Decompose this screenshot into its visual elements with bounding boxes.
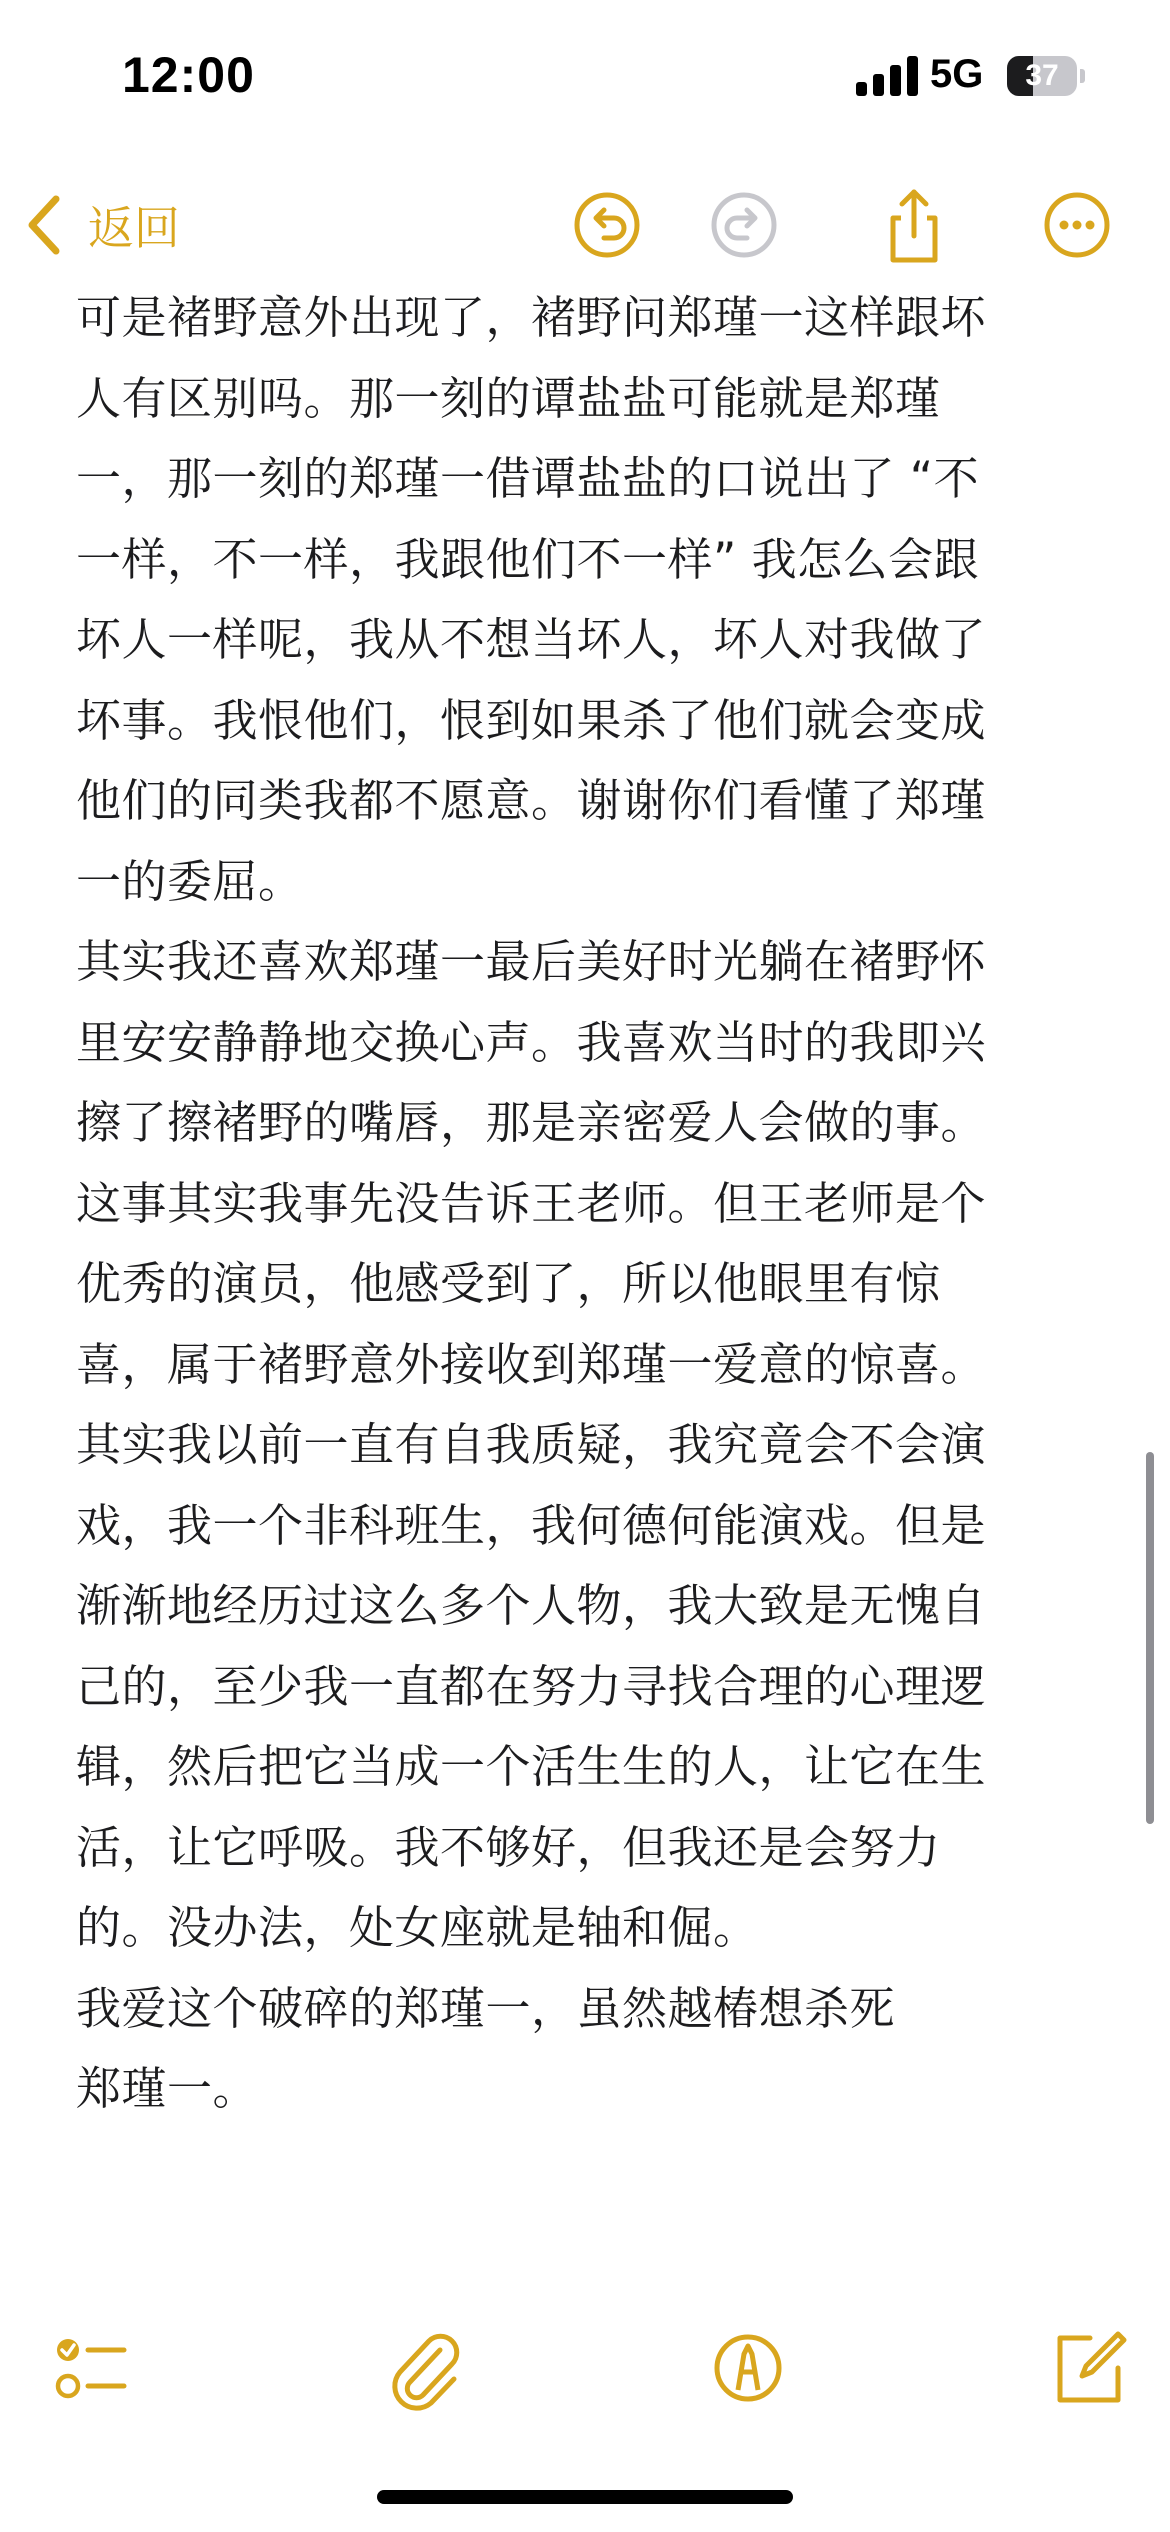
compose-button[interactable] bbox=[1038, 2320, 1134, 2416]
note-text-line: 这事其实我事先没告诉王老师。但王老师是个 bbox=[76, 1176, 987, 1230]
more-icon bbox=[1032, 180, 1122, 270]
battery-level: 37 bbox=[1025, 59, 1059, 92]
chevron-left-icon bbox=[22, 193, 66, 257]
note-text-line: 优秀的演员，他感受到了，所以他眼里有惊 bbox=[76, 1257, 941, 1310]
note-text-line: 其实我以前一直有自我质疑，我究竟会不会演 bbox=[76, 1418, 987, 1471]
paperclip-icon bbox=[376, 2320, 472, 2416]
note-text-line: 郑瑾一。 bbox=[76, 2062, 259, 2115]
compose-icon bbox=[1038, 2320, 1134, 2416]
status-time: 12:00 bbox=[122, 47, 255, 103]
note-text-line: 我爱这个破碎的郑瑾一，虽然越椿想杀死 bbox=[76, 1981, 896, 2035]
back-label: 返回 bbox=[88, 201, 180, 255]
note-text-line: 辑，然后把它当成一个活生生的人，让它在生 bbox=[76, 1740, 987, 1793]
note-text-line: 喜，属于褚野意外接收到郑瑾一爱意的惊喜。 bbox=[76, 1337, 987, 1391]
redo-button[interactable] bbox=[699, 180, 789, 270]
note-text-line: 坏人一样呢，我从不想当坏人，坏人对我做了 bbox=[76, 613, 987, 666]
network-type-label: 5G bbox=[930, 52, 984, 96]
note-text-line: 渐渐地经历过这么多个人物，我大致是无愧自 bbox=[76, 1579, 987, 1632]
checklist-button[interactable] bbox=[40, 2320, 136, 2416]
note-text-line: 一的委屈。 bbox=[76, 854, 304, 908]
undo-icon bbox=[562, 180, 652, 270]
bottom-toolbar bbox=[0, 2300, 1170, 2440]
battery-icon bbox=[1007, 56, 1085, 96]
markup-pen-icon bbox=[700, 2320, 796, 2416]
note-text-line: 里安安静静地交换心声。我喜欢当时的我即兴 bbox=[76, 1015, 987, 1069]
note-text-line: 戏，我一个非科班生，我何德何能演戏。但是 bbox=[76, 1498, 987, 1552]
home-indicator[interactable] bbox=[377, 2490, 793, 2504]
battery-body bbox=[1007, 56, 1077, 96]
notes-nav-bar bbox=[0, 160, 1170, 290]
note-body[interactable] bbox=[76, 278, 1096, 2130]
redo-icon bbox=[699, 180, 789, 270]
undo-button[interactable] bbox=[562, 180, 652, 270]
note-text-line: 人有区别吗。那一刻的谭盐盐可能就是郑瑾 bbox=[76, 371, 941, 425]
battery-cap bbox=[1080, 69, 1085, 83]
note-text-line: 己的，至少我一直都在努力寻找合理的心理逻 bbox=[76, 1659, 987, 1713]
note-text-line: 的。没办法，处女座就是轴和倔。 bbox=[76, 1901, 759, 1954]
note-text-line: 可是褚野意外出现了，褚野问郑瑾一这样跟坏 bbox=[76, 291, 987, 344]
note-text-line: 其实我还喜欢郑瑾一最后美好时光躺在褚野怀 bbox=[76, 935, 987, 988]
share-icon bbox=[869, 180, 959, 270]
note-text-line: 一样，不一样，我跟他们不一样” 我怎么会跟 bbox=[76, 532, 980, 586]
markup-button[interactable] bbox=[700, 2320, 796, 2416]
note-text-line: 一，那一刻的郑瑾一借谭盐盐的口说出了 “不 bbox=[76, 452, 980, 505]
cellular-signal-icon bbox=[856, 56, 918, 96]
note-text-line: 擦了擦褚野的嘴唇，那是亲密爱人会做的事。 bbox=[76, 1096, 987, 1149]
more-button[interactable] bbox=[1032, 180, 1122, 270]
checklist-icon bbox=[40, 2320, 136, 2416]
status-bar bbox=[0, 0, 1170, 150]
note-text-line: 坏事。我恨他们，恨到如果杀了他们就会变成 bbox=[76, 693, 987, 747]
share-button[interactable] bbox=[869, 180, 959, 270]
scroll-indicator[interactable] bbox=[1146, 1452, 1154, 1824]
attachment-button[interactable] bbox=[376, 2320, 472, 2416]
note-text-line: 活，让它呼吸。我不够好，但我还是会努力 bbox=[76, 1820, 941, 1874]
back-button[interactable] bbox=[22, 180, 180, 270]
note-text-line: 他们的同类我都不愿意。谢谢你们看懂了郑瑾 bbox=[76, 774, 987, 827]
